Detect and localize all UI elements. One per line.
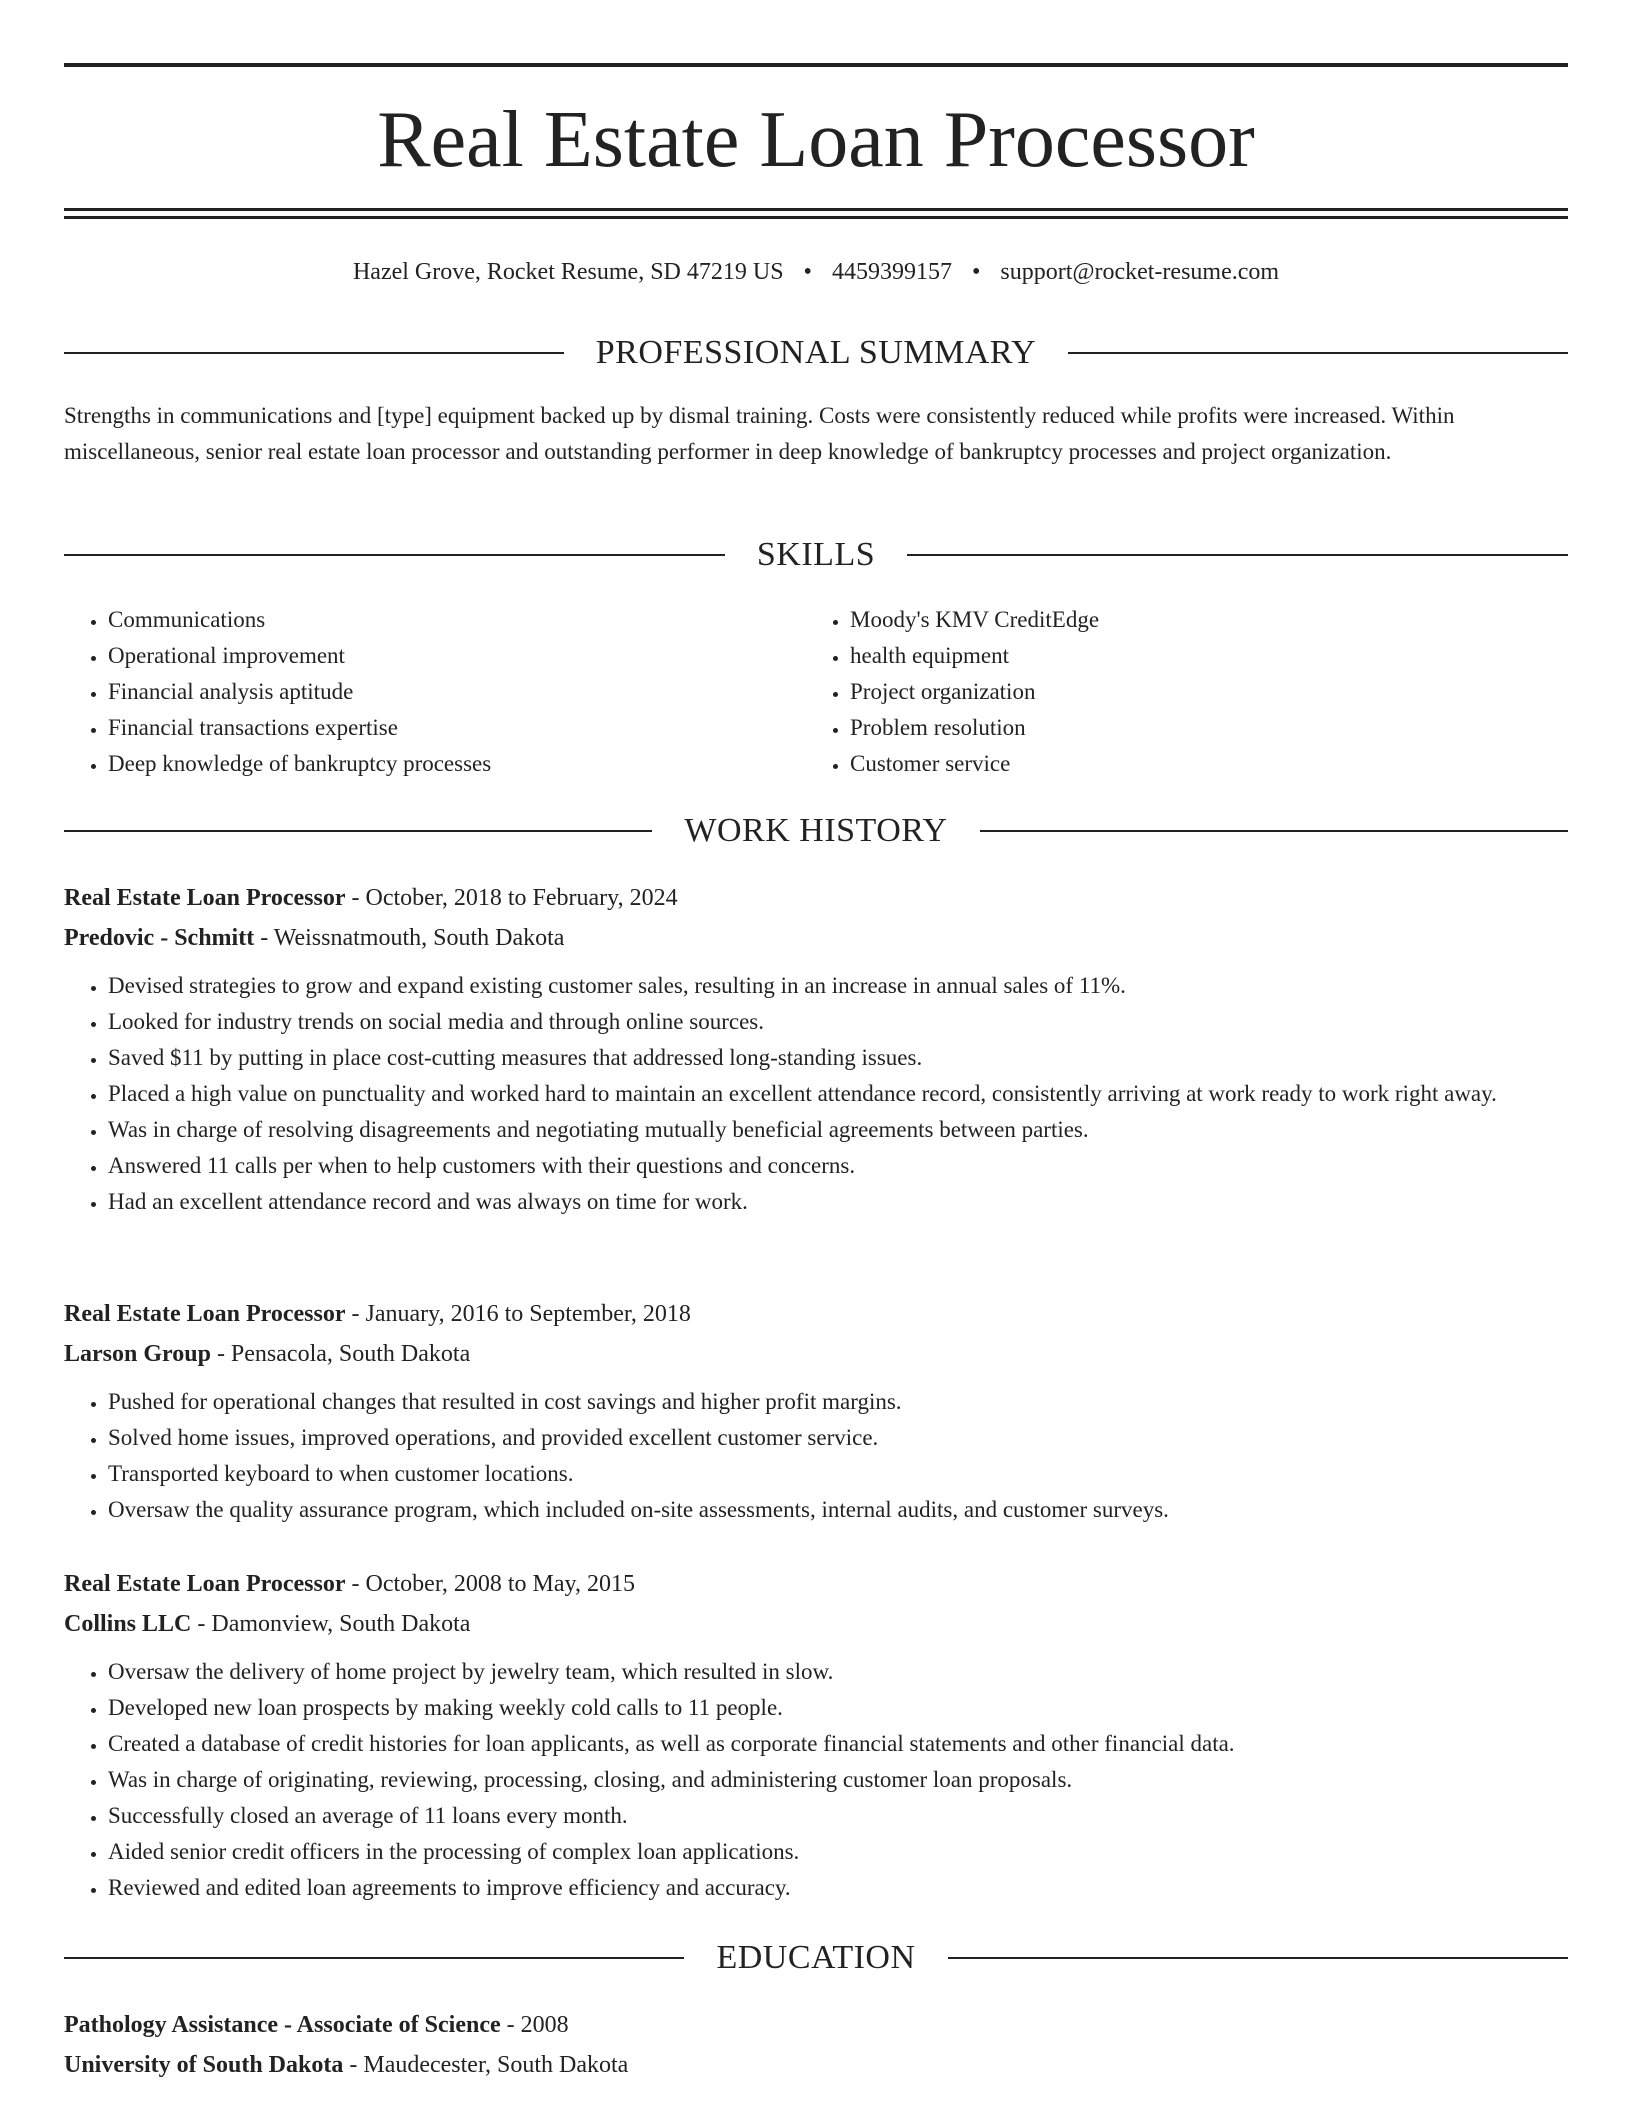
contact-line: [64, 256, 1568, 288]
work-heading: [64, 811, 1568, 851]
school-line: [64, 2045, 1568, 2085]
heading-rule: [1068, 352, 1568, 354]
job-bullet: • Was in charge of originating, reviewing, processing, closing, and administering customer loan proposals.: [108, 1762, 1568, 1798]
job-title-line: [64, 878, 1568, 918]
contact-address: Hazel Grove, Rocket Resume, SD 47219 US: [352, 259, 784, 285]
heading-rule: [948, 1957, 1568, 1959]
job-bullet: • Devised strategies to grow and expand existing customer sales, resulting in an increase in annual sales of 11%.: [108, 968, 1568, 1004]
title-rule-upper: [64, 208, 1568, 211]
summary-heading-label: PROFESSIONAL SUMMARY: [595, 334, 1037, 371]
skills-list-left: [64, 602, 764, 782]
degree-year: - 2008: [500, 2012, 569, 2038]
skill-item: • Project organization: [850, 674, 1506, 710]
job-bullet: • Answered 11 calls per when to help customers with their questions and concerns.: [108, 1148, 1568, 1184]
job-bullet: • Aided senior credit officers in the processing of complex loan applications.: [108, 1834, 1568, 1870]
skill-item: • Customer service: [850, 746, 1506, 782]
skill-item: • Deep knowledge of bankruptcy processes: [108, 746, 764, 782]
skill-item: • Communications: [108, 602, 764, 638]
job-bullet: • Pushed for operational changes that resulted in cost savings and higher profit margins.: [108, 1384, 1568, 1420]
heading-rule: [64, 1957, 684, 1959]
job-entry: [64, 878, 1568, 1220]
job-bullet: • Oversaw the quality assurance program, which included on-site assessments, internal audits, and customer surveys.: [108, 1492, 1568, 1528]
job-title-line: [64, 1294, 1568, 1334]
job-title: Real Estate Loan Processor: [64, 1571, 346, 1597]
job-title-line: [64, 1564, 1568, 1604]
heading-rule: [64, 352, 564, 354]
title-rule-lower: [64, 216, 1568, 219]
job-location: - Weissnatmouth, South Dakota: [254, 925, 565, 951]
school-location: - Maudecester, South Dakota: [343, 2052, 629, 2078]
job-bullet: • Successfully closed an average of 11 loans every month.: [108, 1798, 1568, 1834]
heading-rule: [980, 830, 1568, 832]
summary-text: Strengths in communications and [type] equipment backed up by dismal training. Costs were consistently reduced while profits were increased. Within miscellaneous, senior real estate loan processor and outstanding performer in deep knowledge of bankruptcy processes and project organization.: [64, 403, 1455, 464]
job-company-line: [64, 1334, 1568, 1374]
job-bullets: [64, 968, 1568, 1220]
education-entry: [64, 2005, 1568, 2085]
job-title: Real Estate Loan Processor: [64, 885, 346, 911]
skills-heading-label: SKILLS: [756, 536, 876, 573]
job-location: - Damonview, South Dakota: [191, 1611, 471, 1637]
skills-list-right: [806, 602, 1506, 782]
school: University of South Dakota: [64, 2052, 344, 2078]
degree-line: [64, 2005, 1568, 2045]
job-bullet: • Placed a high value on punctuality and worked hard to maintain an excellent attendance record, consistently arriving at work ready to work right away.: [108, 1076, 1568, 1112]
job-bullets: [64, 1654, 1568, 1906]
top-rule: [64, 63, 1568, 67]
job-company: Predovic - Schmitt: [64, 925, 255, 951]
job-bullet: • Saved $11 by putting in place cost-cutting measures that addressed long-standing issues.: [108, 1040, 1568, 1076]
work-heading-label: WORK HISTORY: [684, 812, 948, 849]
skills-heading: [64, 535, 1568, 575]
job-bullet: • Transported keyboard to when customer locations.: [108, 1456, 1568, 1492]
job-bullet: • Had an excellent attendance record and was always on time for work.: [108, 1184, 1568, 1220]
resume-title: Real Estate Loan Processor: [377, 96, 1255, 184]
degree: Pathology Assistance - Associate of Science: [64, 2012, 501, 2038]
skill-item: • Operational improvement: [108, 638, 764, 674]
education-heading: [64, 1938, 1568, 1978]
job-bullet: • Looked for industry trends on social media and through online sources.: [108, 1004, 1568, 1040]
job-entry: [64, 1564, 1568, 1906]
job-company-line: [64, 918, 1568, 958]
job-company-line: [64, 1604, 1568, 1644]
contact-separator: •: [803, 259, 812, 285]
job-dates: - October, 2018 to February, 2024: [345, 885, 678, 911]
skill-item: • Financial analysis aptitude: [108, 674, 764, 710]
job-location: - Pensacola, South Dakota: [210, 1341, 471, 1367]
job-bullets: [64, 1384, 1568, 1528]
job-dates: - January, 2016 to September, 2018: [345, 1301, 691, 1327]
contact-separator: •: [971, 259, 981, 285]
job-bullet: • Oversaw the delivery of home project by jewelry team, which resulted in slow.: [108, 1654, 1568, 1690]
job-company: Larson Group: [64, 1341, 211, 1367]
contact-phone: 4459399157: [831, 259, 952, 285]
job-company: Collins LLC: [64, 1611, 192, 1637]
job-bullet: • Developed new loan prospects by making weekly cold calls to 11 people.: [108, 1690, 1568, 1726]
job-bullet: • Reviewed and edited loan agreements to improve efficiency and accuracy.: [108, 1870, 1568, 1906]
job-bullet: • Created a database of credit histories for loan applicants, as well as corporate financial statements and other financial data.: [108, 1726, 1568, 1762]
job-bullet: • Solved home issues, improved operations, and provided excellent customer service.: [108, 1420, 1568, 1456]
skill-item: • Financial transactions expertise: [108, 710, 764, 746]
education-heading-label: EDUCATION: [716, 1939, 916, 1976]
skill-item: • Moody's KMV CreditEdge: [850, 602, 1506, 638]
job-entry: [64, 1294, 1568, 1528]
job-dates: - October, 2008 to May, 2015: [345, 1571, 635, 1597]
job-title: Real Estate Loan Processor: [64, 1301, 346, 1327]
contact-email: support@rocket-resume.com: [1000, 259, 1280, 285]
heading-rule: [907, 554, 1568, 556]
skill-item: • Problem resolution: [850, 710, 1506, 746]
heading-rule: [64, 830, 652, 832]
skill-item: • health equipment: [850, 638, 1506, 674]
job-bullet: • Was in charge of resolving disagreements and negotiating mutually beneficial agreements between parties.: [108, 1112, 1568, 1148]
summary-heading: [64, 333, 1568, 373]
heading-rule: [64, 554, 725, 556]
